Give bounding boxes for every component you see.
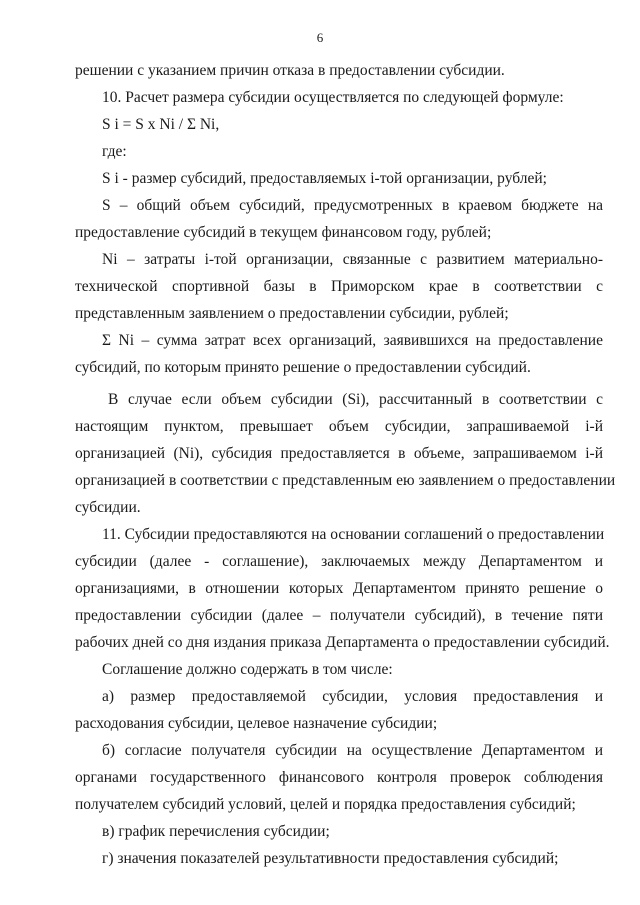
text-line: Ni – затраты i-той организации, связанные с развитием материально-	[102, 251, 603, 268]
text-line: Соглашение должно содержать в том числе:	[102, 661, 393, 678]
page-number: 6	[316, 30, 324, 45]
text-line: субсидий, по которым принято решение о предоставлении субсидий.	[75, 359, 531, 376]
text-line: Σ Ni – сумма затрат всех организаций, заявившихся на предоставление	[102, 332, 603, 349]
text-line: рабочих дней со дня издания приказа Департамента о предоставлении субсидий.	[75, 634, 610, 651]
list-item: б) согласие получателя субсидии на осуществление Департаментом и	[102, 742, 603, 759]
document-body	[75, 57, 616, 872]
text-line: организацией в соответствии с представленным ею заявлением о предоставлении	[75, 472, 616, 489]
text-line: решении с указанием причин отказа в предоставлении субсидии.	[75, 62, 505, 79]
text-line: получателем субсидий условий, целей и порядка предоставления субсидий;	[75, 796, 576, 813]
text-line: предоставление субсидий в текущем финансовом году, рублей;	[75, 224, 492, 241]
text-line: расходования субсидии, целевое назначение субсидии;	[75, 715, 438, 732]
text-line: S i - размер субсидий, предоставляемых i-той организации, рублей;	[102, 170, 547, 187]
clause-10-heading: 10. Расчет размера субсидии осуществляется по следующей формуле:	[102, 89, 564, 106]
text-line: субсидии (далее - соглашение), заключаемых между Департаментом и	[75, 553, 603, 570]
text-line: организациями, в отношении которых Департаментом принято решение о	[75, 580, 603, 597]
clause-11-heading: 11. Субсидии предоставляются на основании соглашений о предоставлении	[102, 526, 605, 543]
text-line: представленным заявлением о предоставлении субсидии, рублей;	[75, 305, 509, 322]
text-line: субсидии.	[75, 499, 141, 516]
text-line: технической спортивной базы в Приморском крае в соответствии с	[75, 278, 603, 295]
list-item: в) график перечисления субсидии;	[102, 823, 330, 840]
list-item: г) значения показателей результативности предоставления субсидий;	[102, 850, 559, 867]
text-line: организацией (Ni), субсидия предоставляется в объеме, запрашиваемом i-й	[75, 445, 603, 462]
text-line: S – общий объем субсидий, предусмотренных в краевом бюджете на	[102, 197, 603, 214]
text-line: где:	[102, 143, 127, 160]
text-line: предоставлении субсидии (далее – получатели субсидий), в течение пяти	[75, 607, 603, 624]
text-line: В случае если объем субсидии (Si), рассчитанный в соответствии с	[108, 391, 603, 408]
text-line: органами государственного финансового контроля проверок соблюдения	[75, 769, 603, 786]
list-item: а) размер предоставляемой субсидии, условия предоставления и	[102, 688, 603, 705]
text-line: настоящим пунктом, превышает объем субсидии, запрашиваемой i-й	[75, 418, 603, 435]
formula: S i = S x Ni / Σ Ni,	[102, 116, 220, 133]
